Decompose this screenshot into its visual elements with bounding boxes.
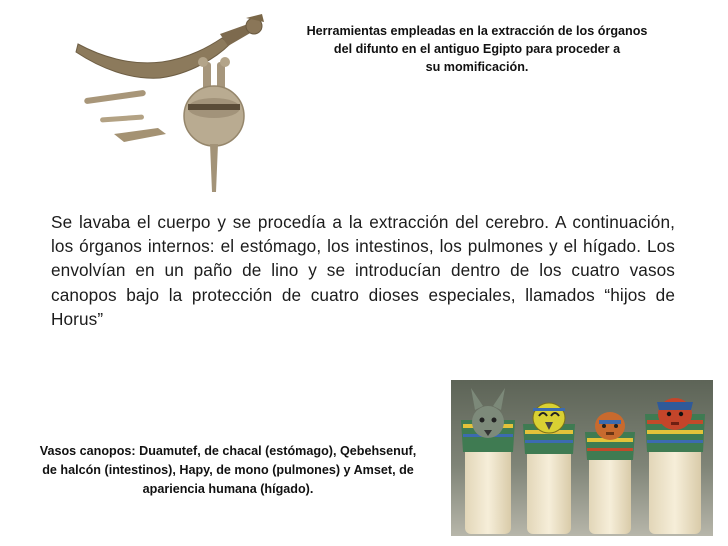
body-paragraph: Se lavaba el cuerpo y se procedía a la extracción del cerebro. A continuación, los órganos internos: el estómago, los intestinos, los pulmones y el hígado. Los envolvían en un paño de lino y se introducían dentro de los cuatro vasos canopos bajo la protección de cuatro dioses especiales, llamados “hijos de Horus” <box>51 212 675 329</box>
canopic-caption-line: Vasos canopos: Duamutef, de chacal (estómago), Qebehsenuf, <box>39 444 417 458</box>
canopic-jars-photo <box>451 380 713 536</box>
tools-caption <box>278 22 676 76</box>
amset-jar-icon <box>645 398 705 534</box>
spatula-icon <box>114 128 166 142</box>
tools-caption-line: Herramientas empleadas en la extracción de los órganos <box>306 24 648 38</box>
embalming-tools-illustration <box>70 4 290 194</box>
probe-rod-icon <box>84 90 146 105</box>
canopic-caption-line: de halcón (intestinos), Hapy, de mono (pulmones) y Amset, de <box>42 463 414 477</box>
canopic-caption-line: apariencia humana (hígado). <box>142 482 314 496</box>
tools-caption-line: su momificación. <box>425 60 529 74</box>
tools-caption-line: del difunto en el antiguo Egipto para proceder a <box>333 42 621 56</box>
canopic-jars-caption <box>14 442 442 499</box>
